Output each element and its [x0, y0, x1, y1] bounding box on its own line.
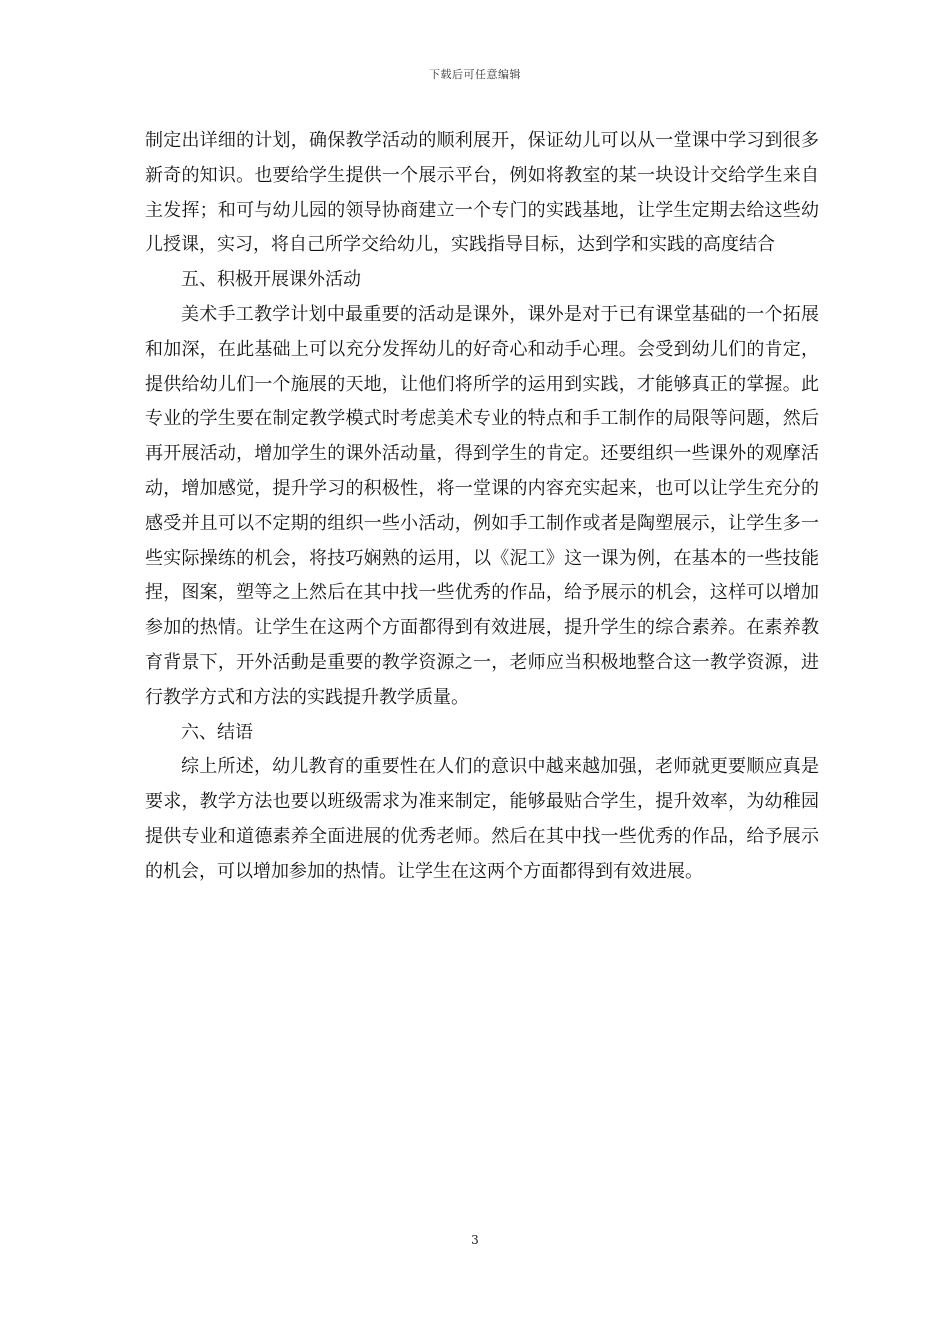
section-heading-conclusion: 六、结语: [181, 721, 253, 743]
paragraph-continuation: 制定出详细的计划，确保教学活动的顺利展开，保证幼儿可以从一堂课中学习到很多新奇的知识。也要给学生提供一个展示平台，例如将教室的某一块设计交给学生来自主发挥；和可与幼儿园的领导协商建立一个专门的实践基地，让学生定期去给这些幼儿授课，实习，将自己所学交给幼儿，实践指导目标，达到学和实践的高度结合: [145, 130, 819, 256]
paragraph-extracurricular: 美术手工教学计划中最重要的活动是课外，课外是对于已有课堂基础的一个拓展和加深，在此基础上可以充分发挥幼儿的好奇心和动手心理。会受到幼儿们的肯定，提供给幼儿们一个施展的天地，让他们将所学的运用到实践，才能够真正的掌握。此专业的学生要在制定教学模式时考虑美术专业的特点和手工制作的局限等问题，然后再开展活动，增加学生的课外活动量，得到学生的肯定。还要组织一些课外的观摩活动，增加感觉，提升学习的积极性，将一堂课的内容充实起来，也可以让学生充分的感受并且可以不定期的组织一些小活动，例如手工制作或者是陶塑展示，让学生多一些实际操练的机会，将技巧娴熟的运用，以《泥工》这一课为例，在基本的一些技能捏，图案，塑等之上然后在其中找一些优秀的作品，给予展示的机会，这样可以增加参加的热情。让学生在这两个方面都得到有效进展，提升学生的综合素养。在素养教育背景下，开外活動是重要的教学资源之一，老师应当积极地整合这一教学资源，进行教学方式和方法的实践提升教学质量。: [145, 303, 819, 708]
page-header: 下载后可任意编辑: [429, 68, 521, 81]
document-body: [145, 124, 819, 890]
section-heading-extracurricular: 五、积极开展课外活动: [181, 269, 361, 291]
page-number: 3: [471, 1233, 479, 1247]
paragraph-conclusion: 综上所述，幼儿教育的重要性在人们的意识中越来越加强，老师就更要顺应真是要求，教学方法也要以班级需求为准来制定，能够最贴合学生，提升效率，为幼稚园提供专业和道德素养全面进展的优秀老师。然后在其中找一些优秀的作品，给予展示的机会，可以增加参加的热情。让学生在这两个方面都得到有效进展。: [145, 756, 819, 882]
